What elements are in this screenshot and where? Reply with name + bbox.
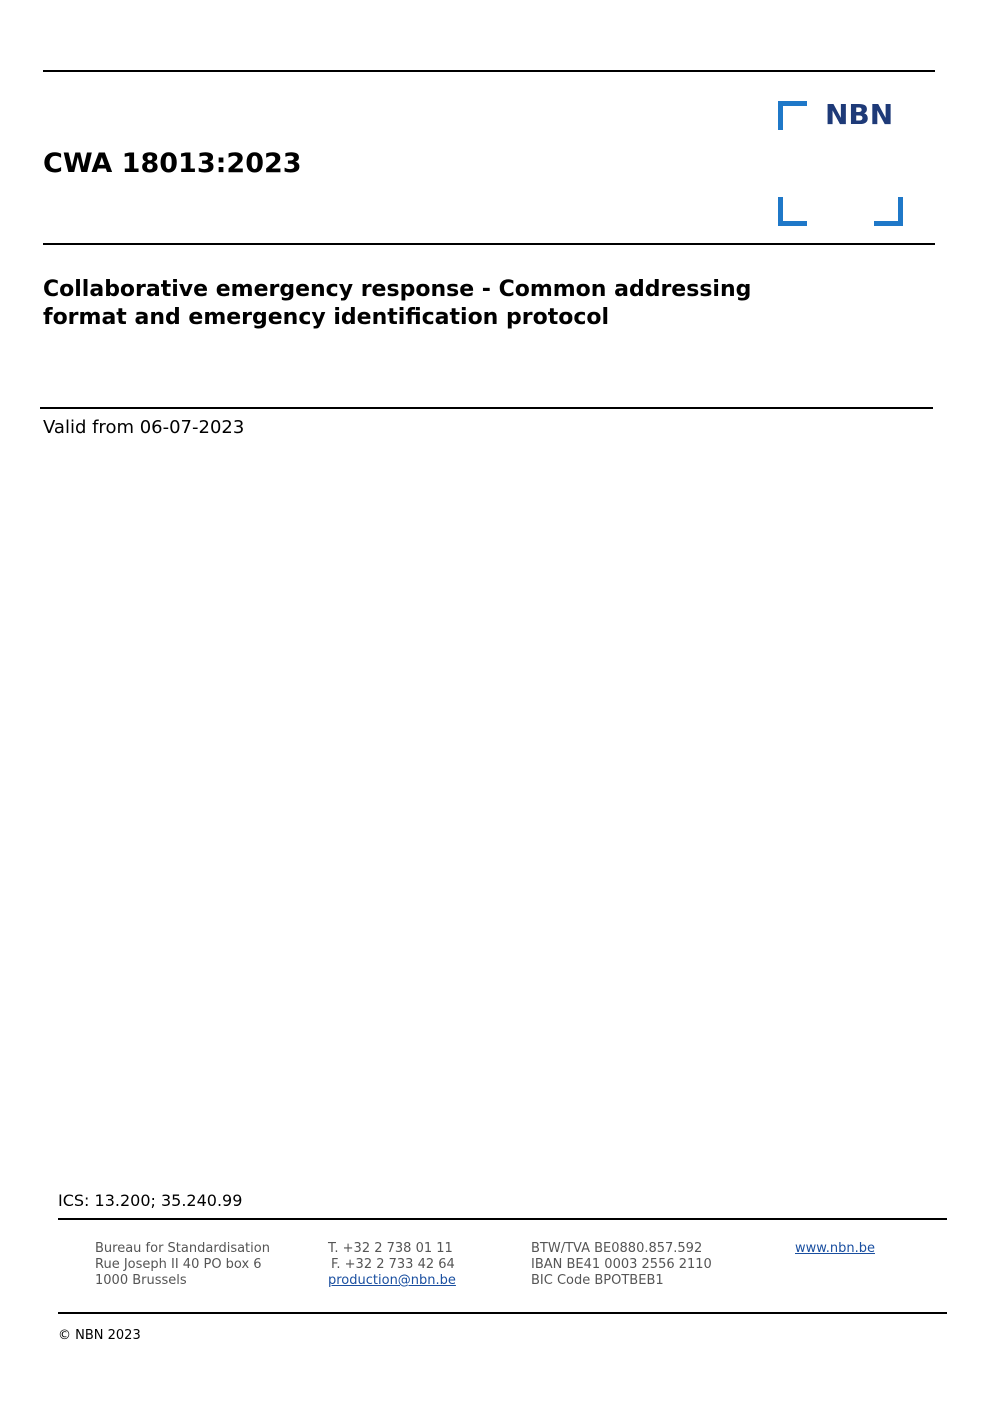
footer-iban: IBAN BE41 0003 2556 2110 bbox=[531, 1257, 712, 1272]
logo-corner-bottom-right bbox=[874, 197, 903, 226]
title-divider bbox=[40, 407, 933, 409]
footer-bank-details bbox=[531, 1241, 712, 1289]
logo-corner-bottom-left bbox=[778, 197, 807, 226]
header-divider bbox=[43, 243, 935, 245]
document-title bbox=[43, 276, 863, 332]
footer-contact bbox=[328, 1241, 456, 1289]
ics-codes: ICS: 13.200; 35.240.99 bbox=[58, 1191, 243, 1210]
footer-bottom-divider bbox=[58, 1312, 947, 1314]
document-title-line-2: format and emergency identification protocol bbox=[43, 305, 610, 330]
logo-corner-top-left bbox=[778, 101, 807, 130]
nbn-logo bbox=[778, 98, 900, 223]
footer-email-link[interactable]: production@nbn.be bbox=[328, 1273, 456, 1288]
footer-address-line: 1000 Brussels bbox=[95, 1273, 187, 1288]
footer-fax: F. +32 2 733 42 64 bbox=[331, 1257, 455, 1272]
footer-address-line: Rue Joseph II 40 PO box 6 bbox=[95, 1257, 262, 1272]
footer-website bbox=[795, 1241, 875, 1257]
logo-wordmark: NBN bbox=[825, 98, 894, 131]
document-id: CWA 18013:2023 bbox=[43, 148, 302, 179]
copyright-notice: © NBN 2023 bbox=[58, 1328, 141, 1343]
footer-address-line: Bureau for Standardisation bbox=[95, 1241, 270, 1256]
footer-vat: BTW/TVA BE0880.857.592 bbox=[531, 1241, 703, 1256]
website-link[interactable]: www.nbn.be bbox=[795, 1241, 875, 1256]
validity-date: Valid from 06-07-2023 bbox=[43, 417, 245, 438]
footer-address bbox=[95, 1241, 270, 1289]
footer-top-divider bbox=[58, 1218, 947, 1220]
footer-phone: T. +32 2 738 01 11 bbox=[328, 1241, 453, 1256]
top-divider bbox=[43, 70, 935, 72]
document-title-line-1: Collaborative emergency response - Common addressing bbox=[43, 277, 752, 302]
footer-bic: BIC Code BPOTBEB1 bbox=[531, 1273, 664, 1288]
